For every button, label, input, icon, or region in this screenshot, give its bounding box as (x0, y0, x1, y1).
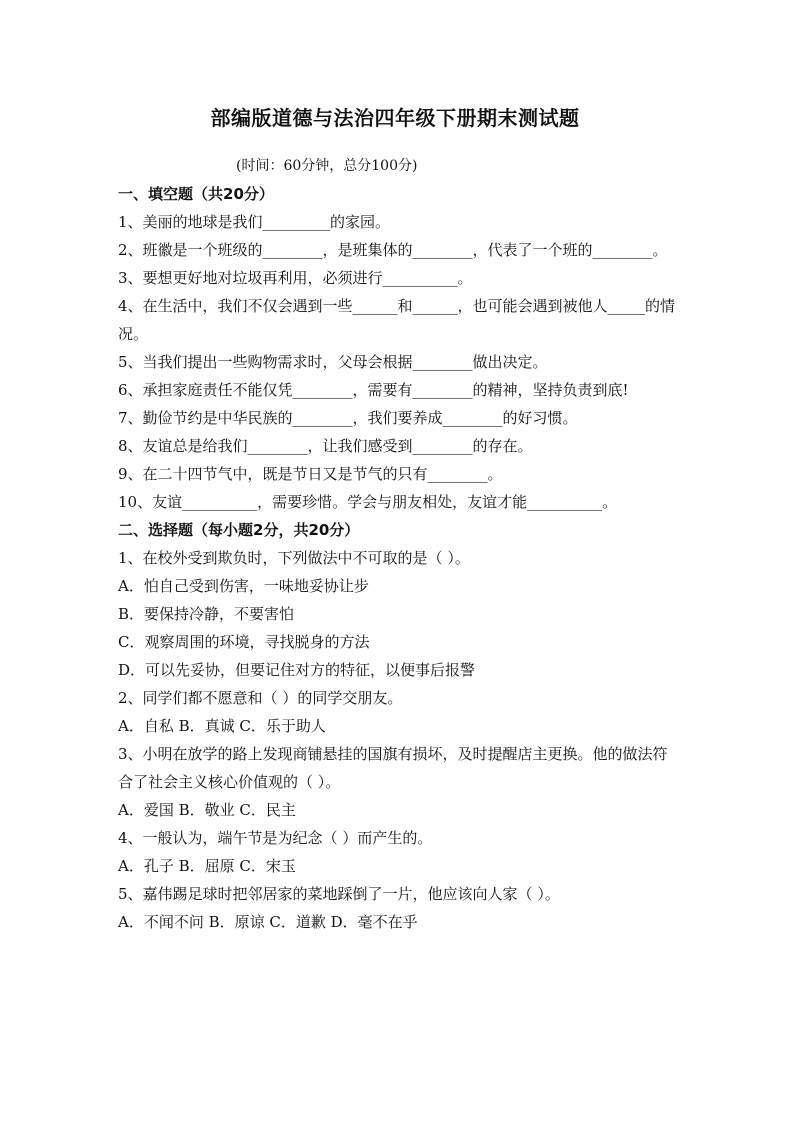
section-heading-multiple-choice: 二、选择题（每小题2分，共20分） (118, 521, 360, 539)
answer-options-row: A．孔子 B．屈原 C．宋玉 (118, 857, 296, 875)
exam-page (118, 98, 678, 936)
question-item: 6、承担家庭责任不能仅凭________，需要有________的精神，坚持负责到底! (118, 381, 629, 399)
exam-time-info: (时间：60分钟，总分100分) (236, 158, 418, 174)
answer-option: C．观察周围的环境，寻找脱身的方法 (118, 633, 370, 651)
question-item: 4、一般认为，端午节是为纪念（ ）而产生的。 (118, 829, 433, 847)
question-item: 9、在二十四节气中，既是节日又是节气的只有________。 (118, 465, 503, 483)
answer-options-row: A．自私 B．真诚 C．乐于助人 (118, 717, 326, 735)
question-item: 1、美丽的地球是我们_________的家园。 (118, 213, 391, 231)
question-item: 1、在校外受到欺负时，下列做法中不可取的是（ ）。 (118, 549, 470, 567)
question-item: 2、同学们都不愿意和（ ）的同学交朋友。 (118, 689, 403, 707)
question-item: 3、要想更好地对垃圾再利用，必须进行__________。 (118, 269, 473, 287)
answer-option: B．要保持冷静，不要害怕 (118, 605, 295, 623)
answer-option: D．可以先妥协，但要记住对方的特征，以便事后报警 (118, 661, 476, 679)
answer-options-row: A．爱国 B．敬业 C．民主 (118, 801, 296, 819)
question-item: 7、勤俭节约是中华民族的________，我们要养成________的好习惯。 (118, 409, 578, 427)
question-item: 10、友谊__________，需要珍惜。学会与朋友相处，友谊才能__________。 (118, 493, 618, 511)
question-item: 2、班徽是一个班级的________，是班集体的________，代表了一个班的________。 (118, 241, 668, 259)
question-item: 4、在生活中，我们不仅会遇到一些______和______，也可能会遇到被他人_____的情况。 (118, 297, 676, 343)
section-heading-fill-blank: 一、填空题（共20分） (118, 185, 274, 203)
page-title: 部编版道德与法治四年级下册期末测试题 (210, 106, 580, 130)
question-item: 3、小明在放学的路上发现商铺悬挂的国旗有损坏，及时提醒店主更换。他的做法符合了社会主义核心价值观的（ ）。 (118, 745, 668, 791)
question-item: 5、当我们提出一些购物需求时，父母会根据________做出决定。 (118, 353, 548, 371)
question-item: 5、嘉伟踢足球时把邻居家的菜地踩倒了一片，他应该向人家（ ）。 (118, 885, 560, 903)
answer-option: A．怕自己受到伤害，一味地妥协让步 (118, 577, 369, 595)
question-item: 8、友谊总是给我们________，让我们感受到________的存在。 (118, 437, 533, 455)
answer-options-row: A．不闻不问 B．原谅 C．道歉 D．毫不在乎 (118, 913, 418, 931)
